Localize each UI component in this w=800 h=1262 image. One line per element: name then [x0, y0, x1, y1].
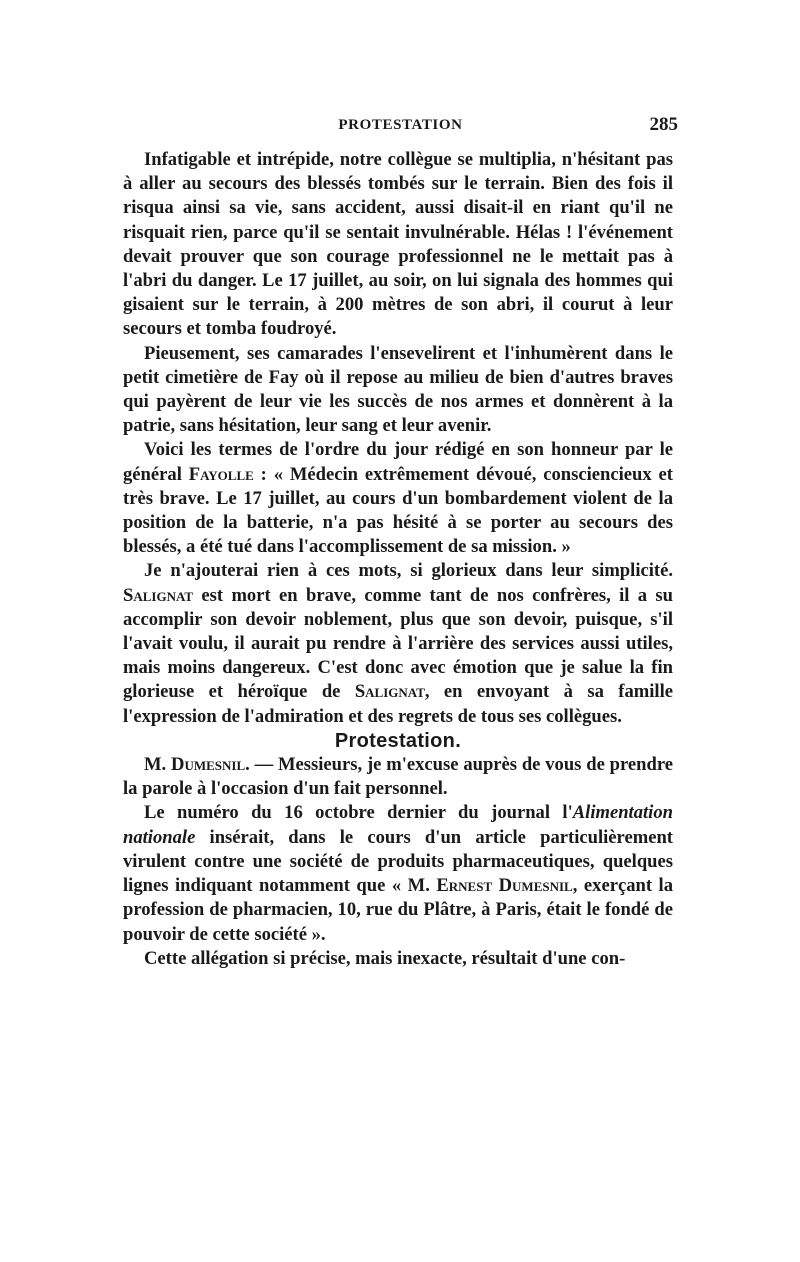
paragraph: Infatigable et intrépide, notre collègue se multiplia, n'hésitant pas à aller au secours des blessés tombés sur le terrain. Bien des fois il risqua ainsi sa vie, sans accident, aussi disait-il en riant qu'il ne risquait rien, parce qu'il se sentait invulnérable. Hélas ! l'événement devait prouver que son courage professionnel ne le mettait pas à l'abri du danger. Le 17 juillet, au soir, on lui signala des hommes qui gisaient sur le terrain, à 200 mètres de son abri, il courut à leur secours et tomba foudroyé. — [123, 149, 673, 340]
text-run: , exerçant la profession de pharmacien, 10, rue du Plâtre, à Paris, était le fondé de pouvoir de cette société ». — [123, 875, 673, 945]
text-run: Le numéro du 16 octobre dernier du journal l' — [144, 802, 573, 824]
paragraph-continued: Cette allégation si précise, mais inexacte, résultait d'une con- — [144, 947, 626, 969]
text-run: Je n'ajouterai rien à ces mots, si glorieux dans leur simplicité. — [144, 560, 673, 582]
paragraph: Pieusement, ses camarades l'ensevelirent et l'inhumèrent dans le petit cimetière de Fay où il repose au milieu de bien d'autres braves qui payèrent de leur vie les succès de nos armes et donnèrent à la patrie, sans hésitation, leur sang et leur avenir. — [123, 342, 673, 437]
text-run: : « Médecin extrêmement dévoué, consciencieux et très brave. Le 17 juillet, au cours d'un bombardement violent de la position de la batterie, n'a pas hésité à se porter au secours des blessés, a été tué dans l'accomplissement de sa mission. » — [123, 463, 673, 558]
paragraph-tribute — [123, 559, 673, 728]
text-run: Voici les termes de l'ordre du jour rédigé en son honneur par le général — [123, 439, 673, 485]
person-name: Salignat — [123, 584, 194, 606]
person-name: Fayolle — [188, 463, 254, 485]
section-title: Protestation. — [334, 729, 462, 752]
page-body — [123, 148, 673, 971]
page-header — [123, 114, 678, 137]
text-run: M. — [144, 754, 172, 776]
journal-title: Alimentation nationale — [123, 802, 673, 848]
text-run: est mort en brave, comme tant de nos confrères, il a su accomplir son devoir noblement, plus que son devoir, puisque, s'il l'avait voulu, il aurait pu rendre à l'arrière des services aussi utiles, mais moins dangereux. C'est donc avec émotion que je salue la fin glorieuse et héroïque de — [123, 584, 673, 703]
page-number: 285 — [649, 114, 678, 135]
paragraph-speaker — [123, 753, 673, 801]
text-run: , en envoyant à sa famille l'expression de l'admiration et des regrets de tous ses collègues. — [123, 681, 673, 727]
running-head: PROTESTATION — [338, 117, 463, 133]
person-name: Ernest Dumesnil — [436, 875, 573, 897]
text-run: . — Messieurs, je m'excuse auprès de vous de prendre la parole à l'occasion d'un fait personnel. — [123, 754, 673, 800]
paragraph-order-of-the-day — [123, 438, 673, 559]
person-name: Salignat — [354, 681, 425, 703]
speaker-name: Dumesnil — [171, 754, 246, 776]
paragraph-article — [123, 801, 673, 946]
text-run: insérait, dans le cours d'un article particulièrement virulent contre une société de produits pharmaceutiques, quelques lignes indiquant notamment que « M. — [123, 826, 673, 897]
